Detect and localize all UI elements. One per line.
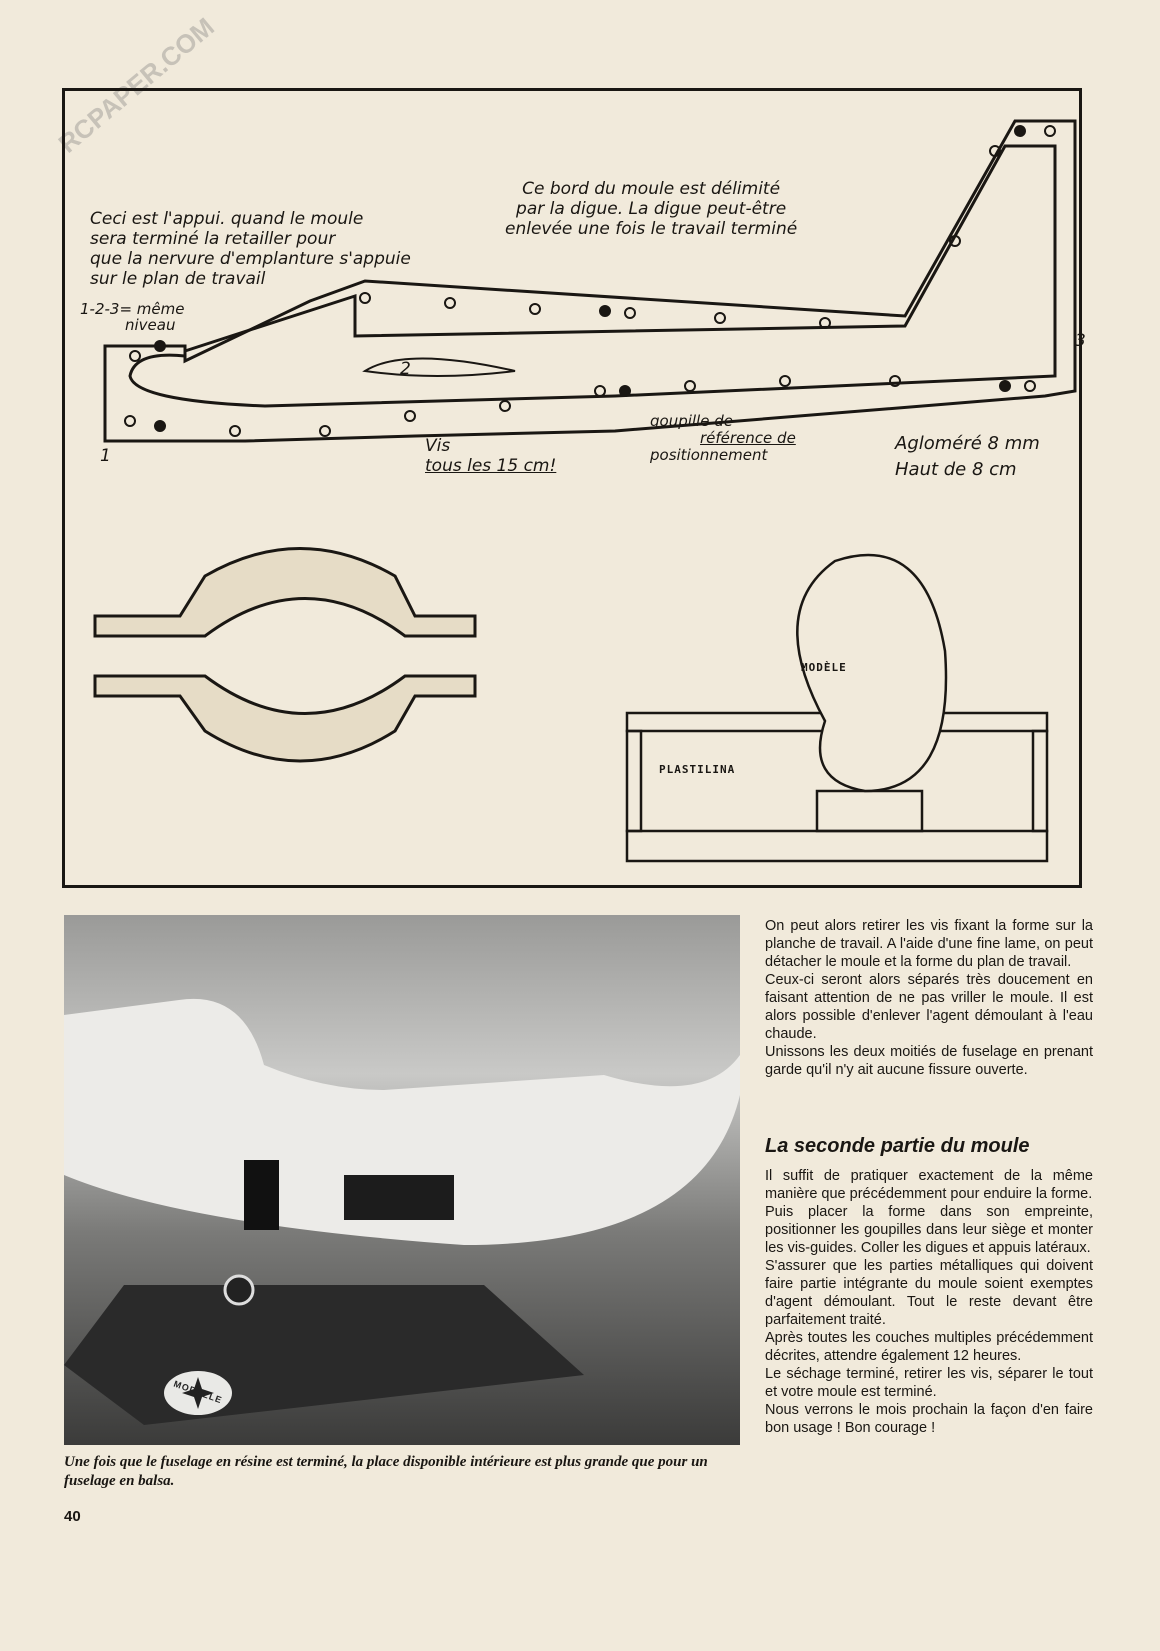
note-line: sur le plan de travail bbox=[90, 269, 266, 289]
note-line: Vis bbox=[425, 436, 451, 456]
section-heading: La seconde partie du moule bbox=[765, 1135, 1030, 1157]
point-2-label: 2 bbox=[400, 359, 411, 379]
note-line: Ceci est l'appui. quand le moule bbox=[90, 209, 364, 229]
note-aglomere bbox=[895, 431, 1040, 483]
modele-label: MODÈLE bbox=[801, 661, 847, 674]
note-line: goupille de bbox=[650, 412, 733, 430]
note-line: positionnement bbox=[650, 446, 768, 464]
note-line: Ce bord du moule est délimité bbox=[522, 179, 781, 199]
wing-root-airfoil bbox=[365, 359, 515, 377]
fuselage-photo-drawing bbox=[64, 915, 740, 1445]
note-line: Haut de 8 cm bbox=[895, 459, 1017, 480]
paragraph: Puis placer la forme dans son empreinte, positionner les goupilles dans leur siège et monter les vis-guides. Coller les digues et appuis latéraux. bbox=[765, 1204, 1093, 1256]
plastilina-label: PLASTILINA bbox=[659, 763, 736, 776]
paragraph: Nous verrons le mois prochain la façon d'en faire bon usage ! Bon courage ! bbox=[765, 1402, 1093, 1436]
page-number: 40 bbox=[64, 1508, 81, 1525]
note-line: que la nervure d'emplanture s'appuie bbox=[90, 249, 411, 269]
note-niveau bbox=[80, 301, 184, 333]
paragraph: Le séchage terminé, retirer les vis, séparer le tout et votre moule est terminé. bbox=[765, 1366, 1093, 1400]
note-line: référence de bbox=[700, 429, 796, 447]
paragraph: Ceux-ci seront alors séparés très doucement en faisant attention de ne pas vriller le moule. Il est alors possible d'enlever l'agent démoulant à l'eau chaude. bbox=[765, 972, 1093, 1042]
note-line: niveau bbox=[125, 316, 176, 334]
article-column-bottom bbox=[765, 1137, 1093, 1437]
note-line: enlevée une fois le travail terminé bbox=[505, 219, 798, 239]
point-3-label: 3 bbox=[1075, 331, 1086, 351]
note-line: Agloméré 8 mm bbox=[895, 433, 1040, 454]
mould-cross-section bbox=[95, 549, 475, 762]
watermark-logo: RCPAPER.COM bbox=[52, 11, 220, 159]
note-appui bbox=[90, 209, 411, 289]
point-1-label: 1 bbox=[100, 446, 111, 466]
paragraph: On peut alors retirer les vis fixant la forme sur la planche de travail. A l'aide d'une fine lame, on peut détacher le moule et la forme du plan de travail. bbox=[765, 918, 1093, 970]
note-bord bbox=[505, 179, 797, 239]
note-line: par la digue. La digue peut-être bbox=[516, 199, 787, 219]
badge-text: MODELLE bbox=[172, 1378, 224, 1406]
paragraph: S'assurer que les parties métalliques qui doivent faire partie intégrante du moule soient exemptes d'agent démoulant. Tout le reste devant être parfaitement traité. bbox=[765, 1258, 1093, 1328]
paragraph: Unissons les deux moitiés de fuselage en prenant garde qu'il n'y ait aucune fissure ouverte. bbox=[765, 1044, 1093, 1078]
note-line: 1-2-3= même bbox=[80, 300, 185, 318]
paragraph: Il suffit de pratiquer exactement de la même manière que précédemment pour enduire la forme. bbox=[765, 1168, 1093, 1202]
diagram-frame bbox=[62, 88, 1086, 888]
fuselage-photo bbox=[64, 915, 740, 1445]
paragraph: Après toutes les couches multiples précédemment décrites, attendre également 12 heures. bbox=[765, 1330, 1093, 1364]
note-line: sera terminé la retailler pour bbox=[90, 229, 336, 249]
note-goupille bbox=[650, 413, 796, 464]
photo-caption: Une fois que le fuselage en résine est terminé, la place disponible intérieure est plus grande que pour un fuselage en balsa. bbox=[64, 1454, 708, 1489]
plastilina-box bbox=[627, 555, 1047, 861]
note-vis bbox=[425, 436, 556, 476]
article-column-top bbox=[765, 917, 1093, 1079]
note-line: tous les 15 cm! bbox=[425, 456, 557, 476]
